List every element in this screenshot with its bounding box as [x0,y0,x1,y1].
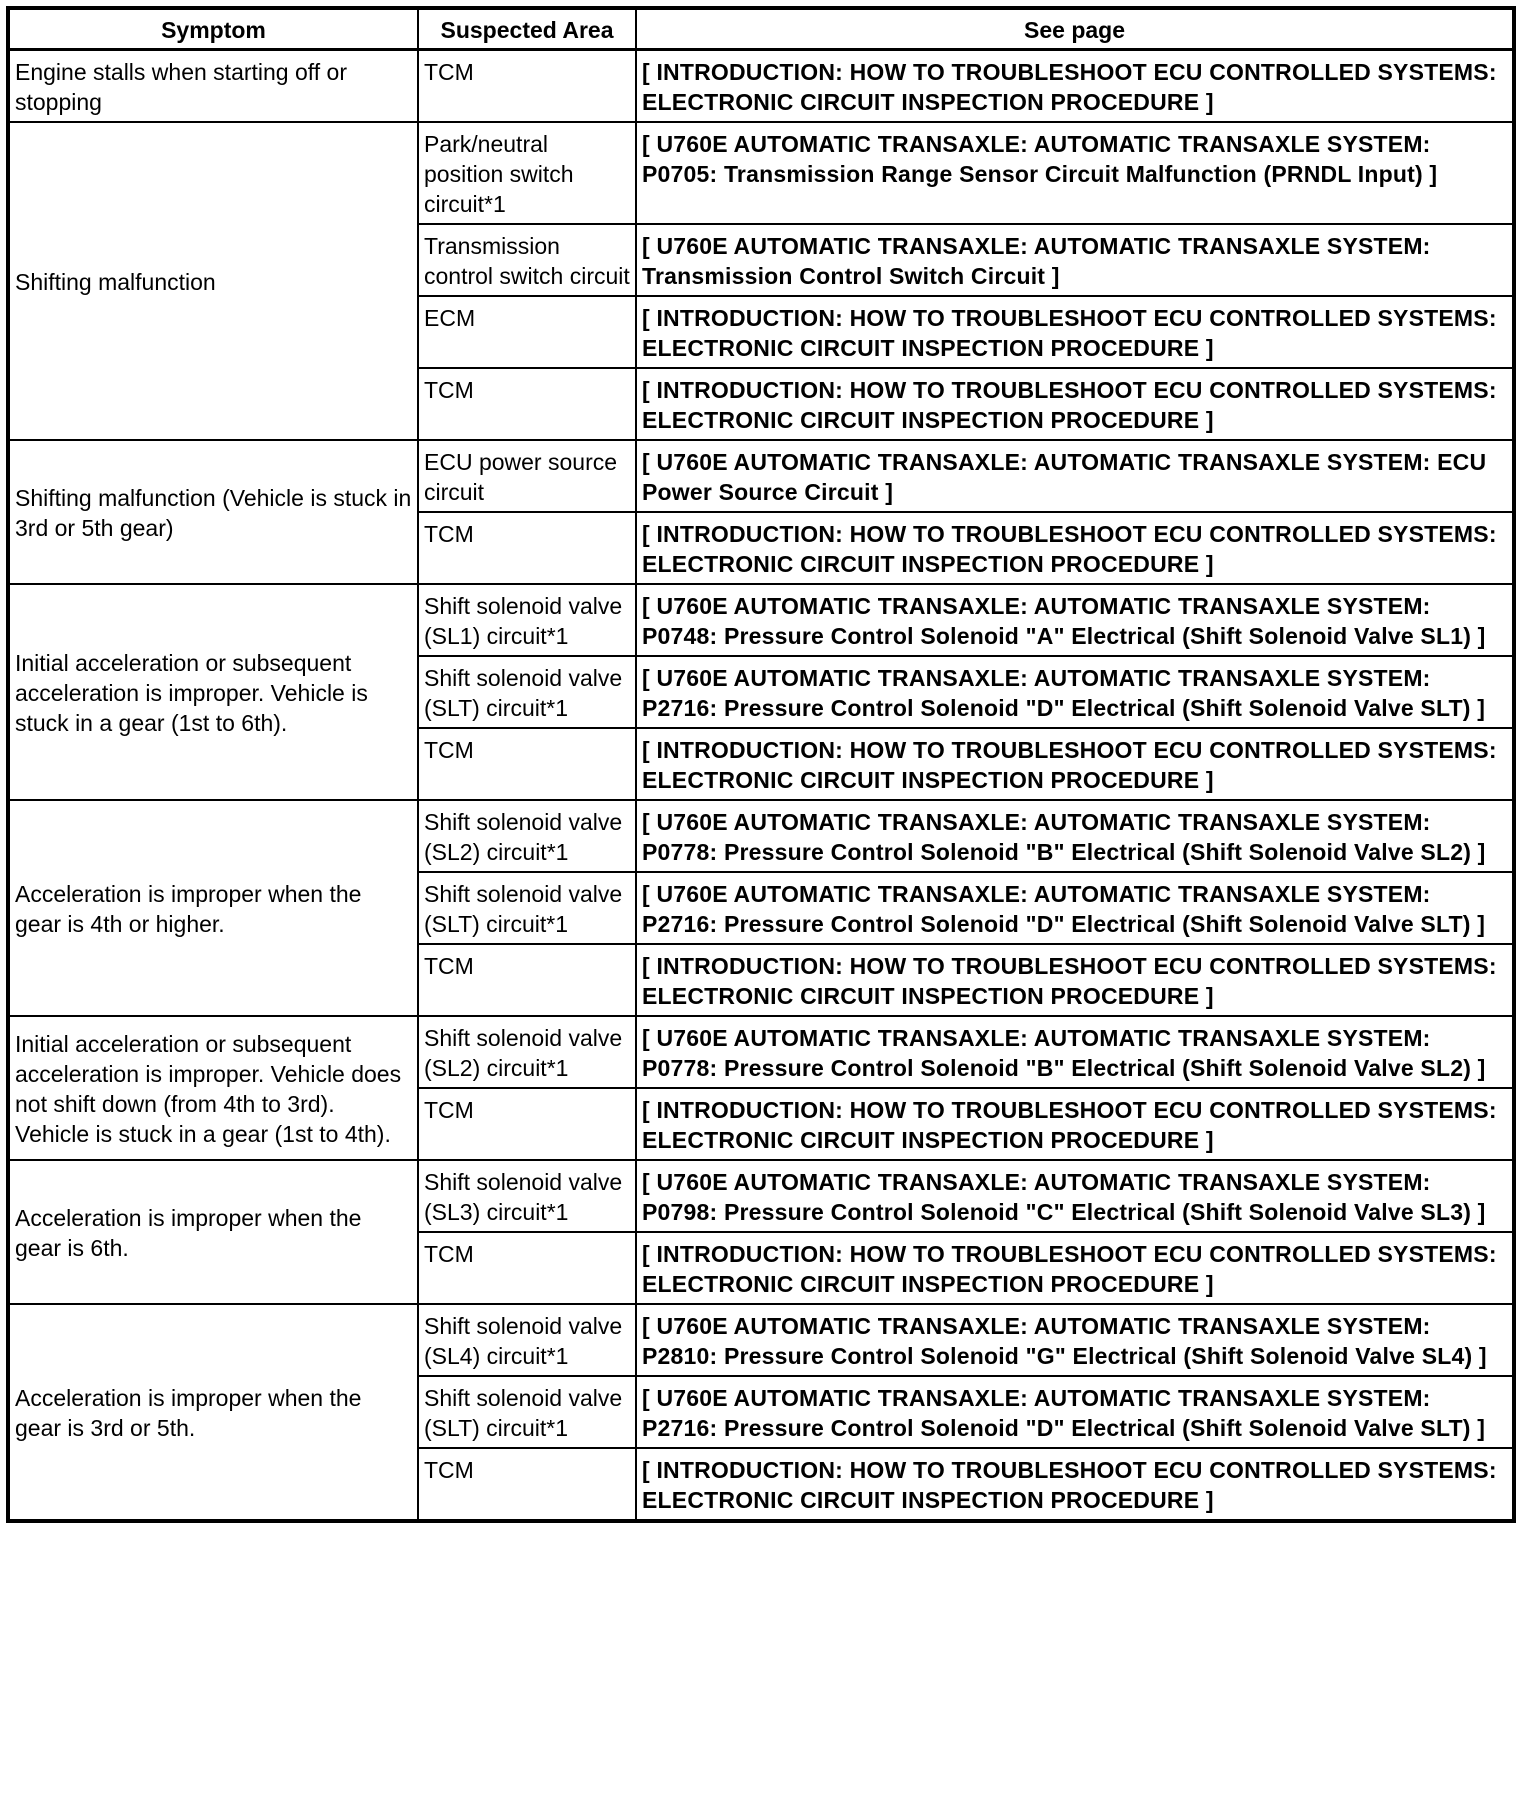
troubleshooting-table [6,6,1516,1523]
see-page-link[interactable]: [ INTRODUCTION: HOW TO TROUBLESHOOT ECU CONTROLLED SYSTEMS: ELECTRONIC CIRCUIT INSPECTION PROCEDURE ] [636,728,1514,800]
see-page-link[interactable]: [ U760E AUTOMATIC TRANSAXLE: AUTOMATIC TRANSAXLE SYSTEM: P0778: Pressure Control Solenoid "B" Electrical (Shift Solenoid Valve SL2) ] [636,800,1514,872]
see-page-link[interactable]: [ U760E AUTOMATIC TRANSAXLE: AUTOMATIC TRANSAXLE SYSTEM: P2810: Pressure Control Solenoid "G" Electrical (Shift Solenoid Valve SL4) ] [636,1304,1514,1376]
see-page-link[interactable]: [ U760E AUTOMATIC TRANSAXLE: AUTOMATIC TRANSAXLE SYSTEM: Transmission Control Switch Circuit ] [636,224,1514,296]
symptom-cell: Acceleration is improper when the gear is 4th or higher. [8,800,418,1016]
table-row [8,1016,1514,1088]
table-row [8,122,1514,224]
see-page-link[interactable]: [ U760E AUTOMATIC TRANSAXLE: AUTOMATIC TRANSAXLE SYSTEM: ECU Power Source Circuit ] [636,440,1514,512]
suspected-area-cell: TCM [418,1232,636,1304]
suspected-area-cell: Shift solenoid valve (SL1) circuit*1 [418,584,636,656]
symptom-cell: Engine stalls when starting off or stopping [8,50,418,123]
see-page-link[interactable]: [ U760E AUTOMATIC TRANSAXLE: AUTOMATIC TRANSAXLE SYSTEM: P0778: Pressure Control Solenoid "B" Electrical (Shift Solenoid Valve SL2) ] [636,1016,1514,1088]
suspected-area-cell: ECU power source circuit [418,440,636,512]
suspected-area-cell: Park/neutral position switch circuit*1 [418,122,636,224]
suspected-area-cell: Shift solenoid valve (SLT) circuit*1 [418,872,636,944]
table-row [8,584,1514,656]
see-page-link[interactable]: [ INTRODUCTION: HOW TO TROUBLESHOOT ECU CONTROLLED SYSTEMS: ELECTRONIC CIRCUIT INSPECTION PROCEDURE ] [636,1088,1514,1160]
table-row [8,1304,1514,1376]
symptom-cell: Acceleration is improper when the gear is 3rd or 5th. [8,1304,418,1521]
see-page-link[interactable]: [ U760E AUTOMATIC TRANSAXLE: AUTOMATIC TRANSAXLE SYSTEM: P2716: Pressure Control Solenoid "D" Electrical (Shift Solenoid Valve SLT) ] [636,1376,1514,1448]
suspected-area-cell: TCM [418,368,636,440]
see-page-link[interactable]: [ INTRODUCTION: HOW TO TROUBLESHOOT ECU CONTROLLED SYSTEMS: ELECTRONIC CIRCUIT INSPECTION PROCEDURE ] [636,512,1514,584]
symptom-cell: Shifting malfunction (Vehicle is stuck in 3rd or 5th gear) [8,440,418,584]
see-page-link[interactable]: [ INTRODUCTION: HOW TO TROUBLESHOOT ECU CONTROLLED SYSTEMS: ELECTRONIC CIRCUIT INSPECTION PROCEDURE ] [636,368,1514,440]
suspected-area-cell: TCM [418,50,636,123]
suspected-area-cell: Shift solenoid valve (SL2) circuit*1 [418,1016,636,1088]
table-row [8,1160,1514,1232]
table-body [8,50,1514,1522]
table-row [8,800,1514,872]
header-see-page: See page [636,8,1514,50]
symptom-cell: Acceleration is improper when the gear is 6th. [8,1160,418,1304]
suspected-area-cell: TCM [418,1448,636,1521]
suspected-area-cell: Shift solenoid valve (SLT) circuit*1 [418,1376,636,1448]
see-page-link[interactable]: [ INTRODUCTION: HOW TO TROUBLESHOOT ECU CONTROLLED SYSTEMS: ELECTRONIC CIRCUIT INSPECTION PROCEDURE ] [636,50,1514,123]
see-page-link[interactable]: [ U760E AUTOMATIC TRANSAXLE: AUTOMATIC TRANSAXLE SYSTEM: P2716: Pressure Control Solenoid "D" Electrical (Shift Solenoid Valve SLT) ] [636,872,1514,944]
symptom-cell: Initial acceleration or subsequent acceleration is improper. Vehicle is stuck in a gear (1st to 6th). [8,584,418,800]
see-page-link[interactable]: [ INTRODUCTION: HOW TO TROUBLESHOOT ECU CONTROLLED SYSTEMS: ELECTRONIC CIRCUIT INSPECTION PROCEDURE ] [636,944,1514,1016]
suspected-area-cell: Shift solenoid valve (SL2) circuit*1 [418,800,636,872]
suspected-area-cell: TCM [418,728,636,800]
see-page-link[interactable]: [ U760E AUTOMATIC TRANSAXLE: AUTOMATIC TRANSAXLE SYSTEM: P0705: Transmission Range Sensor Circuit Malfunction (PRNDL Input) ] [636,122,1514,224]
suspected-area-cell: TCM [418,1088,636,1160]
symptom-cell: Initial acceleration or subsequent acceleration is improper. Vehicle does not shift down (from 4th to 3rd). Vehicle is stuck in a gear (1st to 4th). [8,1016,418,1160]
see-page-link[interactable]: [ INTRODUCTION: HOW TO TROUBLESHOOT ECU CONTROLLED SYSTEMS: ELECTRONIC CIRCUIT INSPECTION PROCEDURE ] [636,296,1514,368]
see-page-link[interactable]: [ U760E AUTOMATIC TRANSAXLE: AUTOMATIC TRANSAXLE SYSTEM: P0798: Pressure Control Solenoid "C" Electrical (Shift Solenoid Valve SL3) ] [636,1160,1514,1232]
table-row [8,440,1514,512]
see-page-link[interactable]: [ INTRODUCTION: HOW TO TROUBLESHOOT ECU CONTROLLED SYSTEMS: ELECTRONIC CIRCUIT INSPECTION PROCEDURE ] [636,1232,1514,1304]
suspected-area-cell: Shift solenoid valve (SLT) circuit*1 [418,656,636,728]
suspected-area-cell: Transmission control switch circuit [418,224,636,296]
table-header-row [8,8,1514,50]
table-row [8,50,1514,123]
header-symptom: Symptom [8,8,418,50]
suspected-area-cell: Shift solenoid valve (SL4) circuit*1 [418,1304,636,1376]
see-page-link[interactable]: [ U760E AUTOMATIC TRANSAXLE: AUTOMATIC TRANSAXLE SYSTEM: P2716: Pressure Control Solenoid "D" Electrical (Shift Solenoid Valve SLT) ] [636,656,1514,728]
suspected-area-cell: TCM [418,944,636,1016]
see-page-link[interactable]: [ INTRODUCTION: HOW TO TROUBLESHOOT ECU CONTROLLED SYSTEMS: ELECTRONIC CIRCUIT INSPECTION PROCEDURE ] [636,1448,1514,1521]
symptom-cell: Shifting malfunction [8,122,418,440]
troubleshooting-table-container [6,6,1512,1523]
header-suspected-area: Suspected Area [418,8,636,50]
suspected-area-cell: TCM [418,512,636,584]
suspected-area-cell: ECM [418,296,636,368]
see-page-link[interactable]: [ U760E AUTOMATIC TRANSAXLE: AUTOMATIC TRANSAXLE SYSTEM: P0748: Pressure Control Solenoid "A" Electrical (Shift Solenoid Valve SL1) ] [636,584,1514,656]
suspected-area-cell: Shift solenoid valve (SL3) circuit*1 [418,1160,636,1232]
